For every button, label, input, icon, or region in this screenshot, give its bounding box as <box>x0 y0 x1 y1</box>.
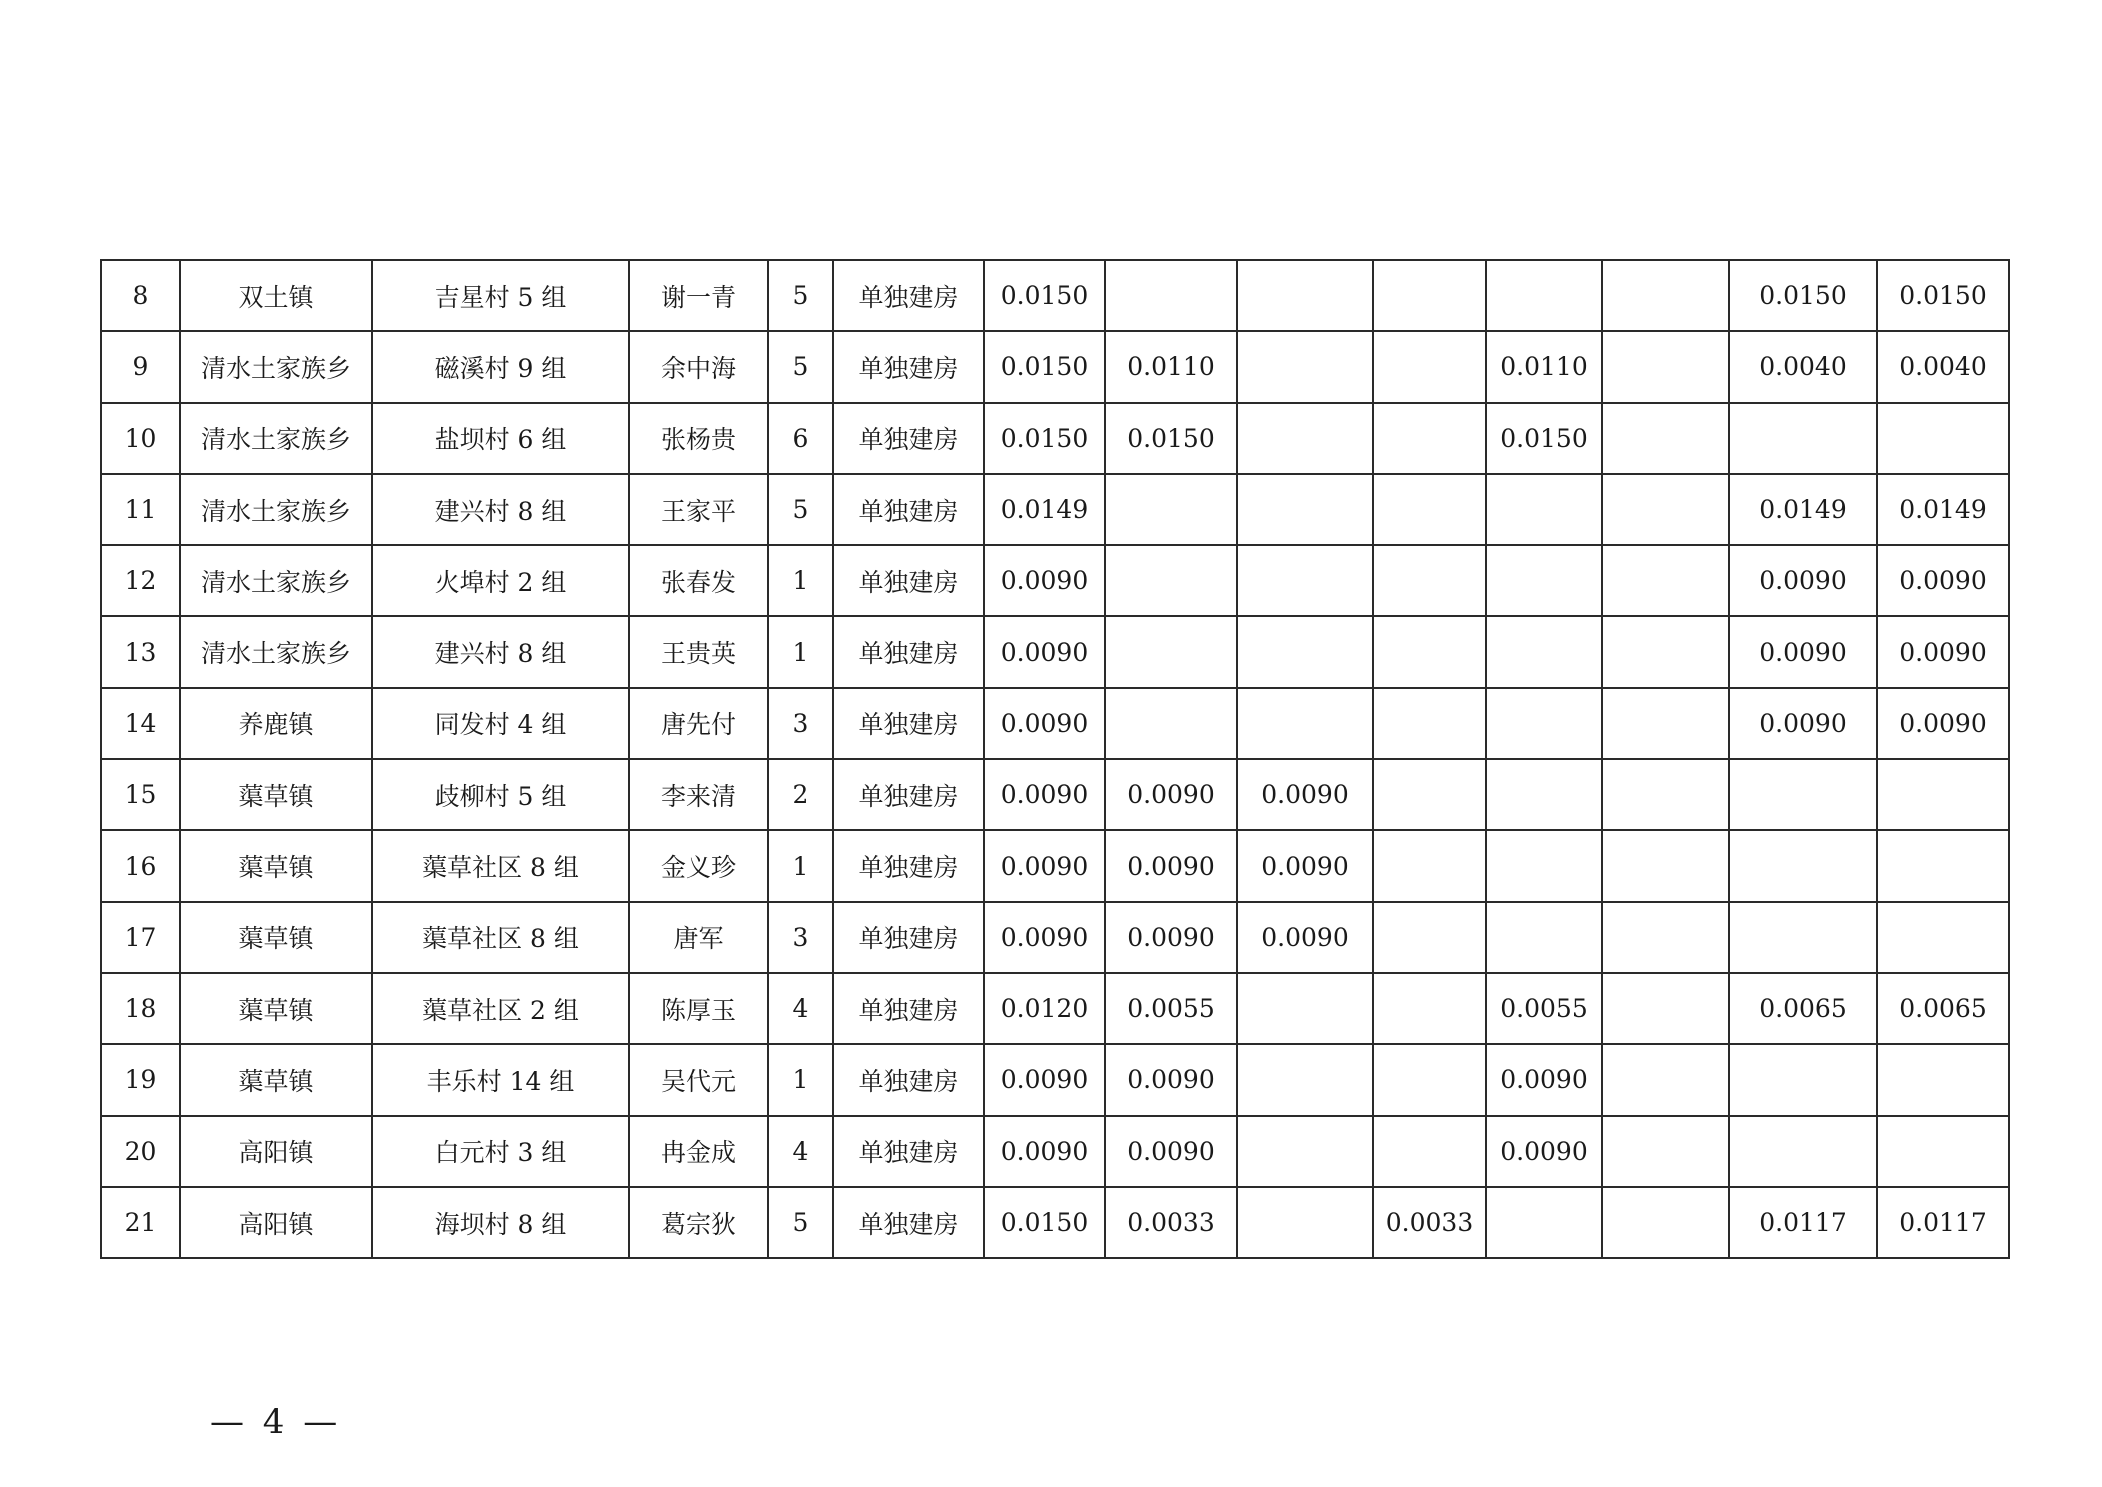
area-cell-4 <box>1373 331 1486 402</box>
area-cell-8: 0.0117 <box>1877 1187 2009 1258</box>
village-group-cell: 蕖草社区 8 组 <box>372 830 629 901</box>
area-cell-8: 0.0150 <box>1877 260 2009 331</box>
area-cell-1: 0.0090 <box>984 759 1105 830</box>
row-number-cell: 17 <box>101 902 180 973</box>
village-group-cell: 歧柳村 5 组 <box>372 759 629 830</box>
area-cell-1: 0.0090 <box>984 1116 1105 1187</box>
area-cell-4 <box>1373 973 1486 1044</box>
area-cell-4 <box>1373 902 1486 973</box>
area-cell-2: 0.0090 <box>1105 830 1237 901</box>
area-cell-6 <box>1602 474 1729 545</box>
area-cell-1: 0.0150 <box>984 331 1105 402</box>
household-size-cell: 1 <box>768 830 833 901</box>
household-size-cell: 3 <box>768 902 833 973</box>
construction-type-cell: 单独建房 <box>833 1187 984 1258</box>
village-group-cell: 吉星村 5 组 <box>372 260 629 331</box>
area-cell-3 <box>1237 1044 1373 1115</box>
row-number-cell: 21 <box>101 1187 180 1258</box>
area-cell-3: 0.0090 <box>1237 759 1373 830</box>
construction-type-cell: 单独建房 <box>833 759 984 830</box>
table-row <box>101 830 2009 901</box>
area-cell-6 <box>1602 1187 1729 1258</box>
applicant-name-cell: 陈厚玉 <box>629 973 768 1044</box>
row-number-cell: 9 <box>101 331 180 402</box>
construction-type-cell: 单独建房 <box>833 260 984 331</box>
area-cell-2: 0.0033 <box>1105 1187 1237 1258</box>
applicant-name-cell: 唐军 <box>629 902 768 973</box>
row-number-cell: 15 <box>101 759 180 830</box>
table-row <box>101 331 2009 402</box>
construction-type-cell: 单独建房 <box>833 973 984 1044</box>
area-cell-2: 0.0090 <box>1105 1116 1237 1187</box>
area-cell-2 <box>1105 616 1237 687</box>
construction-type-cell: 单独建房 <box>833 1044 984 1115</box>
area-cell-7: 0.0090 <box>1729 616 1877 687</box>
area-cell-4 <box>1373 759 1486 830</box>
area-cell-8 <box>1877 902 2009 973</box>
area-cell-5 <box>1486 1187 1602 1258</box>
area-cell-8: 0.0065 <box>1877 973 2009 1044</box>
table-row <box>101 545 2009 616</box>
area-cell-5: 0.0090 <box>1486 1044 1602 1115</box>
village-group-cell: 建兴村 8 组 <box>372 616 629 687</box>
area-cell-8: 0.0090 <box>1877 545 2009 616</box>
area-cell-5 <box>1486 902 1602 973</box>
area-cell-2 <box>1105 688 1237 759</box>
household-size-cell: 5 <box>768 331 833 402</box>
area-cell-4: 0.0033 <box>1373 1187 1486 1258</box>
row-number-cell: 18 <box>101 973 180 1044</box>
household-size-cell: 1 <box>768 616 833 687</box>
area-cell-7 <box>1729 403 1877 474</box>
area-cell-3 <box>1237 545 1373 616</box>
area-cell-3 <box>1237 973 1373 1044</box>
area-cell-2: 0.0090 <box>1105 759 1237 830</box>
village-group-cell: 建兴村 8 组 <box>372 474 629 545</box>
area-cell-7 <box>1729 830 1877 901</box>
area-cell-5: 0.0055 <box>1486 973 1602 1044</box>
area-cell-7: 0.0040 <box>1729 331 1877 402</box>
applicant-name-cell: 冉金成 <box>629 1116 768 1187</box>
area-cell-1: 0.0090 <box>984 830 1105 901</box>
land-use-table <box>100 259 2010 1259</box>
area-cell-8 <box>1877 1044 2009 1115</box>
area-cell-3 <box>1237 474 1373 545</box>
township-cell: 蕖草镇 <box>180 830 372 901</box>
township-cell: 高阳镇 <box>180 1116 372 1187</box>
household-size-cell: 5 <box>768 474 833 545</box>
area-cell-7: 0.0117 <box>1729 1187 1877 1258</box>
area-cell-3: 0.0090 <box>1237 830 1373 901</box>
construction-type-cell: 单独建房 <box>833 830 984 901</box>
township-cell: 蕖草镇 <box>180 973 372 1044</box>
row-number-cell: 8 <box>101 260 180 331</box>
household-size-cell: 1 <box>768 1044 833 1115</box>
township-cell: 养鹿镇 <box>180 688 372 759</box>
area-cell-6 <box>1602 1116 1729 1187</box>
row-number-cell: 14 <box>101 688 180 759</box>
area-cell-3 <box>1237 1116 1373 1187</box>
area-cell-2 <box>1105 545 1237 616</box>
area-cell-1: 0.0090 <box>984 1044 1105 1115</box>
area-cell-7 <box>1729 902 1877 973</box>
township-cell: 蕖草镇 <box>180 759 372 830</box>
village-group-cell: 火埠村 2 组 <box>372 545 629 616</box>
applicant-name-cell: 唐先付 <box>629 688 768 759</box>
construction-type-cell: 单独建房 <box>833 902 984 973</box>
household-size-cell: 3 <box>768 688 833 759</box>
row-number-cell: 19 <box>101 1044 180 1115</box>
area-cell-6 <box>1602 759 1729 830</box>
area-cell-8 <box>1877 1116 2009 1187</box>
construction-type-cell: 单独建房 <box>833 616 984 687</box>
row-number-cell: 11 <box>101 474 180 545</box>
area-cell-4 <box>1373 403 1486 474</box>
village-group-cell: 磁溪村 9 组 <box>372 331 629 402</box>
area-cell-1: 0.0150 <box>984 1187 1105 1258</box>
area-cell-8 <box>1877 759 2009 830</box>
area-cell-4 <box>1373 1044 1486 1115</box>
area-cell-3 <box>1237 331 1373 402</box>
area-cell-3 <box>1237 616 1373 687</box>
table-row <box>101 474 2009 545</box>
township-cell: 高阳镇 <box>180 1187 372 1258</box>
area-cell-3 <box>1237 688 1373 759</box>
area-cell-7: 0.0090 <box>1729 545 1877 616</box>
construction-type-cell: 单独建房 <box>833 331 984 402</box>
page-number: — 4 — <box>210 1402 342 1442</box>
area-cell-7: 0.0150 <box>1729 260 1877 331</box>
area-cell-6 <box>1602 545 1729 616</box>
area-cell-3 <box>1237 260 1373 331</box>
area-cell-6 <box>1602 973 1729 1044</box>
applicant-name-cell: 王家平 <box>629 474 768 545</box>
area-cell-1: 0.0090 <box>984 688 1105 759</box>
construction-type-cell: 单独建房 <box>833 403 984 474</box>
area-cell-3 <box>1237 1187 1373 1258</box>
area-cell-4 <box>1373 474 1486 545</box>
household-size-cell: 6 <box>768 403 833 474</box>
construction-type-cell: 单独建房 <box>833 1116 984 1187</box>
applicant-name-cell: 吴代元 <box>629 1044 768 1115</box>
area-cell-3: 0.0090 <box>1237 902 1373 973</box>
area-cell-6 <box>1602 260 1729 331</box>
area-cell-7 <box>1729 1116 1877 1187</box>
area-cell-8: 0.0090 <box>1877 616 2009 687</box>
area-cell-1: 0.0090 <box>984 616 1105 687</box>
area-cell-7 <box>1729 1044 1877 1115</box>
applicant-name-cell: 李来清 <box>629 759 768 830</box>
village-group-cell: 蕖草社区 2 组 <box>372 973 629 1044</box>
area-cell-1: 0.0090 <box>984 902 1105 973</box>
area-cell-4 <box>1373 545 1486 616</box>
area-cell-6 <box>1602 830 1729 901</box>
table-row <box>101 403 2009 474</box>
area-cell-5 <box>1486 260 1602 331</box>
area-cell-2 <box>1105 260 1237 331</box>
construction-type-cell: 单独建房 <box>833 474 984 545</box>
village-group-cell: 盐坝村 6 组 <box>372 403 629 474</box>
area-cell-1: 0.0150 <box>984 403 1105 474</box>
household-size-cell: 5 <box>768 1187 833 1258</box>
area-cell-5 <box>1486 616 1602 687</box>
area-cell-8: 0.0090 <box>1877 688 2009 759</box>
area-cell-1: 0.0120 <box>984 973 1105 1044</box>
township-cell: 双土镇 <box>180 260 372 331</box>
table-row <box>101 759 2009 830</box>
applicant-name-cell: 谢一青 <box>629 260 768 331</box>
area-cell-7: 0.0065 <box>1729 973 1877 1044</box>
area-cell-5 <box>1486 830 1602 901</box>
area-cell-1: 0.0150 <box>984 260 1105 331</box>
area-cell-3 <box>1237 403 1373 474</box>
township-cell: 清水土家族乡 <box>180 331 372 402</box>
area-cell-8 <box>1877 830 2009 901</box>
table-row <box>101 688 2009 759</box>
row-number-cell: 20 <box>101 1116 180 1187</box>
table-row <box>101 1187 2009 1258</box>
area-cell-4 <box>1373 616 1486 687</box>
area-cell-6 <box>1602 902 1729 973</box>
area-cell-2: 0.0110 <box>1105 331 1237 402</box>
area-cell-7 <box>1729 759 1877 830</box>
area-cell-2: 0.0055 <box>1105 973 1237 1044</box>
table-row <box>101 973 2009 1044</box>
applicant-name-cell: 王贵英 <box>629 616 768 687</box>
household-size-cell: 4 <box>768 973 833 1044</box>
area-cell-8: 0.0149 <box>1877 474 2009 545</box>
area-cell-6 <box>1602 688 1729 759</box>
township-cell: 清水土家族乡 <box>180 403 372 474</box>
village-group-cell: 同发村 4 组 <box>372 688 629 759</box>
area-cell-4 <box>1373 1116 1486 1187</box>
row-number-cell: 16 <box>101 830 180 901</box>
household-size-cell: 1 <box>768 545 833 616</box>
area-cell-2: 0.0150 <box>1105 403 1237 474</box>
row-number-cell: 12 <box>101 545 180 616</box>
table-body <box>101 260 2009 1258</box>
table-row <box>101 616 2009 687</box>
row-number-cell: 10 <box>101 403 180 474</box>
area-cell-2 <box>1105 474 1237 545</box>
area-cell-1: 0.0090 <box>984 545 1105 616</box>
household-size-cell: 4 <box>768 1116 833 1187</box>
table-row <box>101 260 2009 331</box>
village-group-cell: 白元村 3 组 <box>372 1116 629 1187</box>
area-cell-6 <box>1602 331 1729 402</box>
area-cell-5 <box>1486 759 1602 830</box>
area-cell-8: 0.0040 <box>1877 331 2009 402</box>
applicant-name-cell: 张春发 <box>629 545 768 616</box>
household-size-cell: 2 <box>768 759 833 830</box>
township-cell: 清水土家族乡 <box>180 545 372 616</box>
construction-type-cell: 单独建房 <box>833 688 984 759</box>
table-row <box>101 1044 2009 1115</box>
applicant-name-cell: 张杨贵 <box>629 403 768 474</box>
area-cell-5: 0.0150 <box>1486 403 1602 474</box>
area-cell-7: 0.0090 <box>1729 688 1877 759</box>
area-cell-8 <box>1877 403 2009 474</box>
area-cell-1: 0.0149 <box>984 474 1105 545</box>
area-cell-5: 0.0110 <box>1486 331 1602 402</box>
township-cell: 清水土家族乡 <box>180 616 372 687</box>
household-size-cell: 5 <box>768 260 833 331</box>
township-cell: 清水土家族乡 <box>180 474 372 545</box>
area-cell-4 <box>1373 260 1486 331</box>
area-cell-6 <box>1602 616 1729 687</box>
area-cell-6 <box>1602 403 1729 474</box>
area-cell-7: 0.0149 <box>1729 474 1877 545</box>
table-row <box>101 902 2009 973</box>
construction-type-cell: 单独建房 <box>833 545 984 616</box>
area-cell-5 <box>1486 474 1602 545</box>
applicant-name-cell: 葛宗狄 <box>629 1187 768 1258</box>
village-group-cell: 海坝村 8 组 <box>372 1187 629 1258</box>
applicant-name-cell: 余中海 <box>629 331 768 402</box>
area-cell-5 <box>1486 545 1602 616</box>
area-cell-5 <box>1486 688 1602 759</box>
area-cell-4 <box>1373 688 1486 759</box>
township-cell: 蕖草镇 <box>180 1044 372 1115</box>
village-group-cell: 蕖草社区 8 组 <box>372 902 629 973</box>
table-row <box>101 1116 2009 1187</box>
area-cell-6 <box>1602 1044 1729 1115</box>
township-cell: 蕖草镇 <box>180 902 372 973</box>
area-cell-5: 0.0090 <box>1486 1116 1602 1187</box>
row-number-cell: 13 <box>101 616 180 687</box>
applicant-name-cell: 金义珍 <box>629 830 768 901</box>
area-cell-2: 0.0090 <box>1105 902 1237 973</box>
area-cell-2: 0.0090 <box>1105 1044 1237 1115</box>
area-cell-4 <box>1373 830 1486 901</box>
village-group-cell: 丰乐村 14 组 <box>372 1044 629 1115</box>
